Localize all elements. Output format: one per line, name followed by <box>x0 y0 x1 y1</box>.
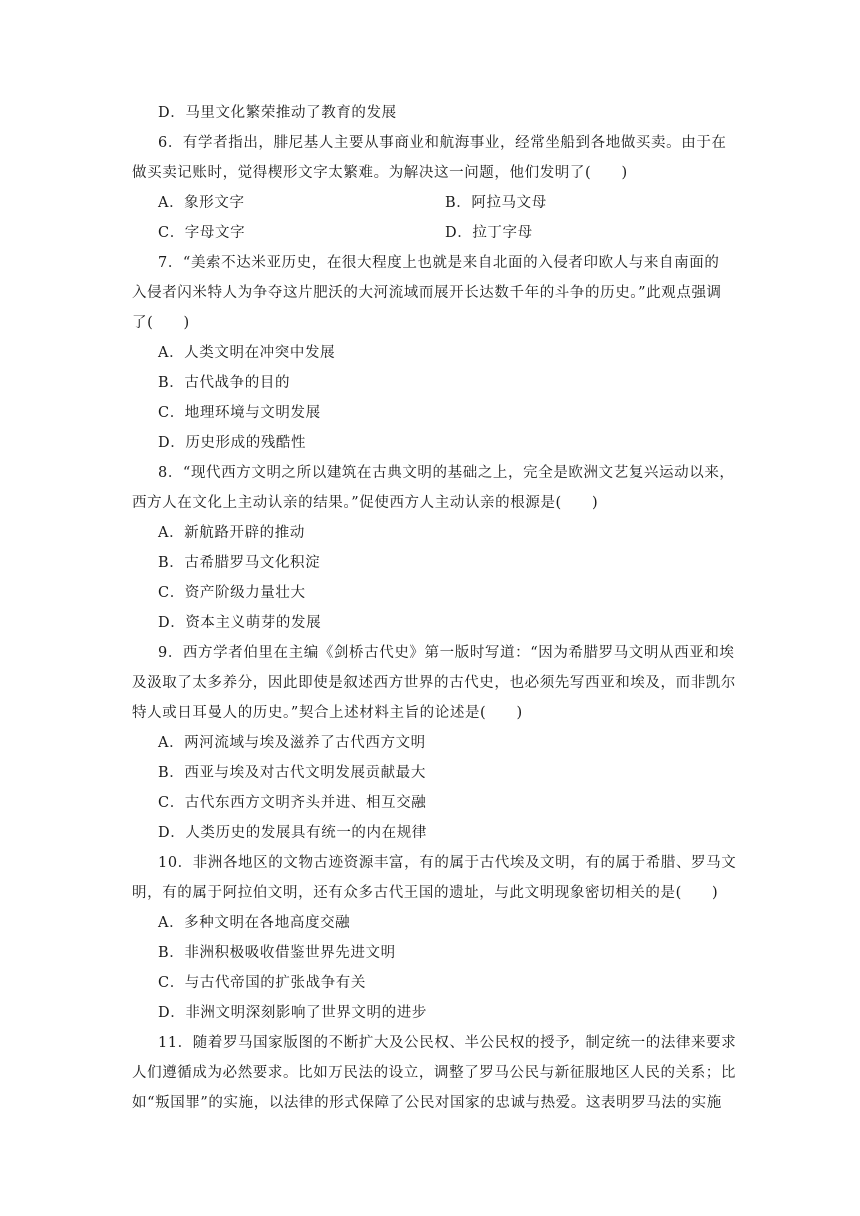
q10-option-a: A．多种文明在各地高度交融 <box>158 915 351 931</box>
question-8 <box>132 458 735 638</box>
q7-option-d: D．历史形成的残酷性 <box>158 435 307 451</box>
q8-option-b: B．古希腊罗马文化积淀 <box>158 555 321 571</box>
question-10 <box>132 848 737 1028</box>
question-6 <box>132 128 732 248</box>
q7-stem-line: 7．“美索不达米亚历史，在很大程度上也就是来自北面的入侵者印欧人与来自南面的 <box>158 255 720 271</box>
q9-stem-line: 及汲取了太多养分，因此即使是叙述西方世界的古代史，也必须先写西亚和埃及，而非凯尔 <box>132 675 736 691</box>
q9-stem-line: 9．西方学者伯里在主编《剑桥古代史》第一版时写道：“因为希腊罗马文明从西亚和埃 <box>158 645 735 661</box>
q7-option-a: A．人类文明在冲突中发展 <box>158 345 336 361</box>
exam-page <box>132 98 737 1118</box>
q10-option-d: D．非洲文明深刻影响了世界文明的进步 <box>158 1005 427 1021</box>
q6-option-c: C．字母文字 <box>158 225 246 241</box>
q9-option-a: A．两河流域与埃及滋养了古代西方文明 <box>158 735 426 751</box>
q7-stem-line: 了( ) <box>132 315 190 331</box>
q6-option-a: A．象形文字 <box>158 195 245 211</box>
q10-stem-line: 10．非洲各地区的文物古迹资源丰富，有的属于古代埃及文明，有的属于希腊、罗马文 <box>158 855 737 871</box>
q6-options-row <box>132 218 732 248</box>
q8-stem-line: 8．“现代西方文明之所以建筑在古典文明的基础之上，完全是欧洲文艺复兴运动以来， <box>158 465 735 481</box>
q6-option-b: B．阿拉马文母 <box>445 195 547 211</box>
q10-option-c: C．与古代帝国的扩张战争有关 <box>158 975 366 991</box>
q9-option-b: B．西亚与埃及对古代文明发展贡献最大 <box>158 765 426 781</box>
q6-stem-line: 6．有学者指出，腓尼基人主要从事商业和航海事业，经常坐船到各地做买卖。由于在 <box>158 135 727 151</box>
q6-option-d: D．拉丁字母 <box>445 225 533 241</box>
q11-stem-line: 11．随着罗马国家版图的不断扩大及公民权、半公民权的授予，制定统一的法律来要求 <box>158 1035 737 1051</box>
q10-option-b: B．非洲积极吸收借鉴世界先进文明 <box>158 945 396 961</box>
q6-stem-line: 做买卖记账时，觉得楔形文字太繁难。为解决这一问题，他们发明了( ) <box>132 165 628 181</box>
question-11 <box>132 1028 737 1118</box>
q8-option-c: C．资产阶级力量壮大 <box>158 585 306 601</box>
q8-option-a: A．新航路开辟的推动 <box>158 525 305 541</box>
q7-stem-line: 入侵者闪米特人为争夺这片肥沃的大河流域而展开长达数千年的斗争的历史。”此观点强调 <box>132 285 722 301</box>
q9-option-c: C．古代东西方文明齐头并进、相互交融 <box>158 795 427 811</box>
question-9 <box>132 638 736 848</box>
q10-stem-line: 明，有的属于阿拉伯文明，还有众多古代王国的遗址，与此文明现象密切相关的是( ) <box>132 885 719 901</box>
q9-option-d: D．人类历史的发展具有统一的内在规律 <box>158 825 427 841</box>
q5-option-d: D．马里文化繁荣推动了教育的发展 <box>158 105 397 121</box>
q8-stem-line: 西方人在文化上主动认亲的结果。”促使西方人主动认亲的根源是( ) <box>132 495 599 511</box>
q9-stem-line: 特人或日耳曼人的历史。”契合上述材料主旨的论述是( ) <box>132 705 523 721</box>
q6-options-row <box>132 188 732 218</box>
question-7 <box>132 248 732 458</box>
q11-stem-line: 人们遵循成为必然要求。比如万民法的设立，调整了罗马公民与新征服地区人民的关系；比 <box>132 1065 736 1081</box>
q11-stem-line: 如“叛国罪”的实施，以法律的形式保障了公民对国家的忠诚与热爱。这表明罗马法的实施 <box>132 1095 722 1111</box>
q8-option-d: D．资本主义萌芽的发展 <box>158 615 322 631</box>
q7-option-c: C．地理环境与文明发展 <box>158 405 321 421</box>
q7-option-b: B．古代战争的目的 <box>158 375 291 391</box>
